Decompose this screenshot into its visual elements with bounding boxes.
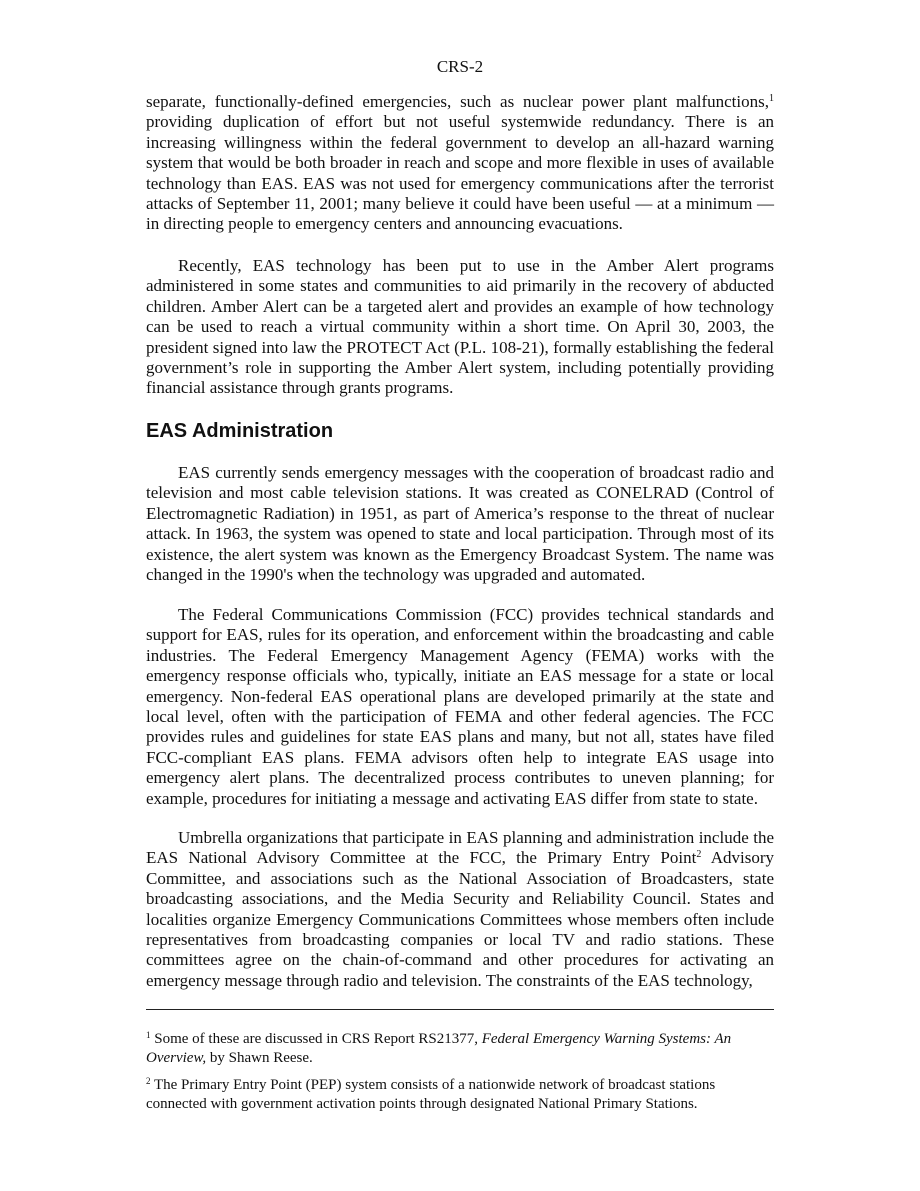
paragraph-text: separate, functionally-defined emergencies, such as nuclear power plant malfunctions,: [146, 92, 769, 111]
page-header: CRS-2: [436, 57, 484, 76]
body-paragraph-2: Recently, EAS technology has been put to use in the Amber Alert programs administered in some states and communities to aid primarily in the recovery of abducted children. Amber Alert can be a targeted alert and provides an example of how technology can be used to reach a virtual community within a short time. On April 30, 2003, the president signed into law the PROTECT Act (P.L. 108-21), formally establishing the federal government’s role in supporting the Amber Alert system, including potentially providing financial assistance through grants programs.: [146, 256, 774, 398]
footnote-2: [146, 1076, 774, 1114]
footnote-text: The Primary Entry Point (PEP) system consists of a nationwide network of broadcast stations connected with government activation points through designated National Primary Stations.: [146, 1077, 716, 1112]
footnote-text: by Shawn Reese.: [206, 1050, 313, 1066]
paragraph-text: providing duplication of effort but not useful systemwide redundancy. There is an increasing willingness within the federal government to develop an all-hazard warning system that would be both broader in reach and scope and more flexible in uses of available technology than EAS. EAS was not used for emergency communications after the terrorist attacks of September 11, 2001; many believe it could have been useful — at a minimum — in directing people to emergency centers and announcing evacuations.: [146, 112, 774, 234]
footnote-text: Some of these are discussed in CRS Report RS21377,: [154, 1031, 482, 1047]
section-paragraph-3: [146, 828, 774, 991]
footnote-ref-1[interactable]: 1: [769, 93, 774, 104]
section-heading: EAS Administration: [146, 420, 334, 442]
footnote-marker: 2: [146, 1076, 151, 1086]
footnote-marker: 1: [146, 1030, 151, 1040]
section-paragraph-1: EAS currently sends emergency messages with the cooperation of broadcast radio and television and most cable television stations. It was created as CONELRAD (Control of Electromagnetic Radiation) in 1951, as part of America’s response to the threat of nuclear attack. In 1963, the system was opened to state and local participation. Through most of its existence, the alert system was known as the Emergency Broadcast System. The name was changed in the 1990's when the technology was upgraded and automated.: [146, 463, 774, 585]
section-paragraph-2: The Federal Communications Commission (FCC) provides technical standards and support for EAS, rules for its operation, and enforcement within the broadcasting and cable industries. The Federal Emergency Management Agency (FEMA) works with the emergency response officials who, typically, initiate an EAS message for a state or local emergency. Non-federal EAS operational plans are developed primarily at the state and local level, often with the participation of FEMA and other federal agencies. The FCC provides rules and guidelines for state EAS plans and many, but not all, states have filed FCC-compliant EAS plans. FEMA advisors often help to integrate EAS usage into emergency alert plans. The decentralized process contributes to uneven planning; for example, procedures for initiating a message and activating EAS differ from state to state.: [146, 605, 774, 808]
footnote-1: [146, 1030, 774, 1068]
footnote-title: Federal Emergency Warning Systems: An Overview,: [146, 1031, 732, 1066]
paragraph-text: Umbrella organizations that participate in EAS planning and administration include the EAS National Advisory Committee at the FCC, the Primary Entry Point: [146, 828, 774, 868]
footnote-divider: [146, 1009, 774, 1010]
footnote-ref-2[interactable]: 2: [696, 849, 702, 861]
paragraph-text: Advisory Committee, and associations such as the National Association of Broadcasters, state broadcasting associations, and the Media Security and Reliability Council. States and localities organize Emergency Communications Committees whose members often include representatives from broadcasting companies or local TV and radio stations. These committees agree on the chain-of-command and other procedures for activating an emergency message through radio and television. The constraints of the EAS technology,: [146, 848, 774, 990]
body-paragraph-1: [146, 92, 774, 235]
